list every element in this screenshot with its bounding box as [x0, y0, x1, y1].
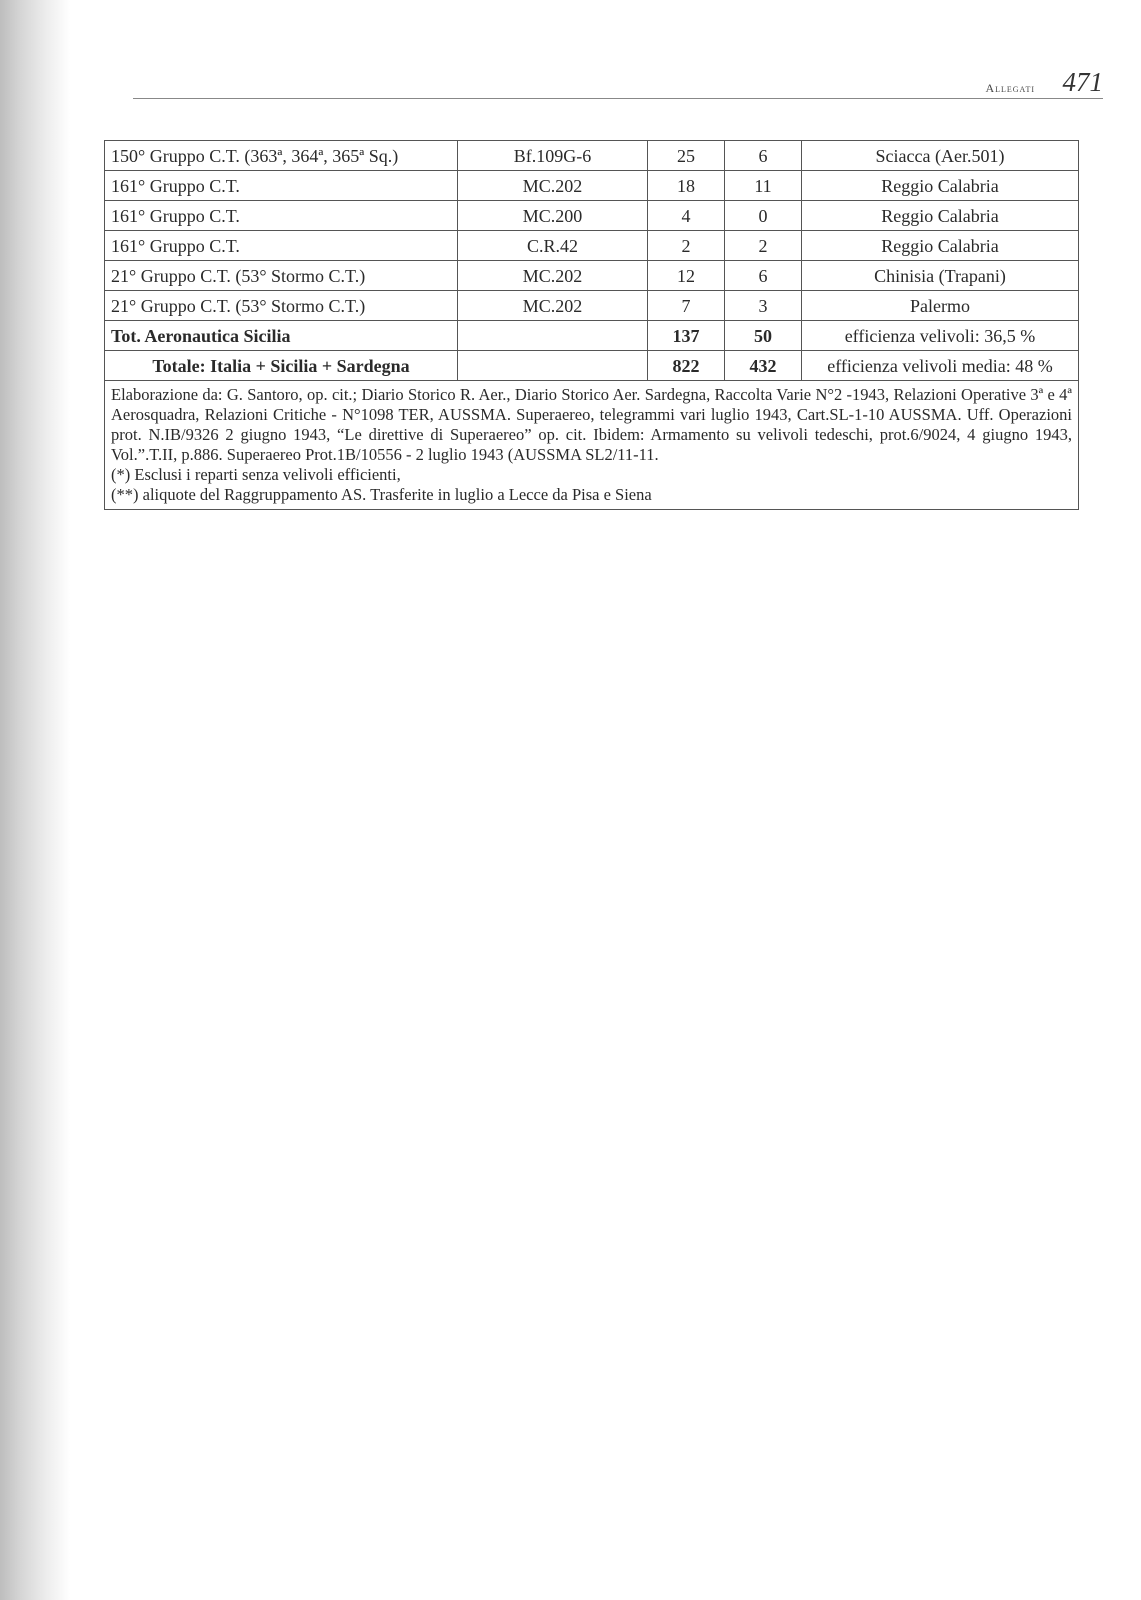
aircraft-count-cell: 12 — [648, 261, 725, 291]
empty-cell — [458, 321, 648, 351]
aircraft-count-cell: 18 — [648, 171, 725, 201]
table-row — [105, 141, 1079, 171]
source-note: Elaborazione da: G. Santoro, op. cit.; Diario Storico R. Aer., Diario Storico Aer. Sardegna, Raccolta Varie N°2 -1943, Relazioni Operative 3ª e 4ª Aerosquadra, Relazioni Critiche - N°1098 TER, AUSSMA. Superaereo, telegrammi vari luglio 1943, Cart.SL-1-10 AUSSMA. Uff. Operazioni prot. N.IB/9326 2 giugno 1943, “Le direttive di Superaereo” op. cit. Ibidem: Armamento su velivoli tedeschi, prot.6/9024, 4 giugno 1943, Vol.”.T.II, p.886. Superaereo Prot.1B/10556 - 2 luglio 1943 (AUSSMA SL2/11-11. — [111, 385, 1072, 464]
table-row — [105, 231, 1079, 261]
base-cell: Chinisia (Trapani) — [802, 261, 1079, 291]
unit-cell: 161° Gruppo C.T. — [105, 201, 458, 231]
efficient-count-cell: 2 — [725, 231, 802, 261]
table-row — [105, 171, 1079, 201]
efficient-count-cell: 3 — [725, 291, 802, 321]
aircraft-type-cell: MC.202 — [458, 291, 648, 321]
page-binding-shadow — [0, 0, 70, 1600]
unit-cell: 150° Gruppo C.T. (363ª, 364ª, 365ª Sq.) — [105, 141, 458, 171]
efficient-count-cell: 11 — [725, 171, 802, 201]
aircraft-type-cell: MC.202 — [458, 171, 648, 201]
base-cell: Reggio Calabria — [802, 201, 1079, 231]
base-cell: Sciacca (Aer.501) — [802, 141, 1079, 171]
aircraft-type-cell: Bf.109G-6 — [458, 141, 648, 171]
efficient-count-cell: 6 — [725, 261, 802, 291]
aircraft-count-cell: 4 — [648, 201, 725, 231]
table-row — [105, 291, 1079, 321]
aircraft-type-cell: C.R.42 — [458, 231, 648, 261]
total-row — [105, 351, 1079, 381]
efficient-count-cell: 0 — [725, 201, 802, 231]
aircraft-count-cell: 2 — [648, 231, 725, 261]
unit-cell: 21° Gruppo C.T. (53° Stormo C.T.) — [105, 261, 458, 291]
total-efficient-count: 432 — [725, 351, 802, 381]
empty-cell — [458, 351, 648, 381]
page-number: 471 — [1062, 67, 1103, 97]
subtotal-row — [105, 321, 1079, 351]
running-title: Allegati — [985, 81, 1035, 95]
aircraft-type-cell: MC.200 — [458, 201, 648, 231]
base-cell: Palermo — [802, 291, 1079, 321]
unit-cell: 161° Gruppo C.T. — [105, 231, 458, 261]
notes-cell — [105, 381, 1079, 510]
notes-row — [105, 381, 1079, 510]
total-aircraft-count: 822 — [648, 351, 725, 381]
base-cell: Reggio Calabria — [802, 171, 1079, 201]
efficient-count-cell: 6 — [725, 141, 802, 171]
unit-cell: 161° Gruppo C.T. — [105, 171, 458, 201]
subtotal-label: Tot. Aeronautica Sicilia — [105, 321, 458, 351]
table-row — [105, 201, 1079, 231]
aircraft-type-cell: MC.202 — [458, 261, 648, 291]
total-efficiency: efficienza velivoli media: 48 % — [802, 351, 1079, 381]
subtotal-efficient-count: 50 — [725, 321, 802, 351]
page-header — [133, 67, 1103, 99]
aircraft-table — [104, 140, 1079, 510]
unit-cell: 21° Gruppo C.T. (53° Stormo C.T.) — [105, 291, 458, 321]
base-cell: Reggio Calabria — [802, 231, 1079, 261]
subtotal-aircraft-count: 137 — [648, 321, 725, 351]
footnote-1: (*) Esclusi i reparti senza velivoli efficienti, — [111, 465, 401, 484]
table-row — [105, 261, 1079, 291]
aircraft-count-cell: 7 — [648, 291, 725, 321]
aircraft-count-cell: 25 — [648, 141, 725, 171]
subtotal-efficiency: efficienza velivoli: 36,5 % — [802, 321, 1079, 351]
total-label: Totale: Italia + Sicilia + Sardegna — [105, 351, 458, 381]
footnote-2: (**) aliquote del Raggruppamento AS. Trasferite in luglio a Lecce da Pisa e Siena — [111, 485, 652, 504]
